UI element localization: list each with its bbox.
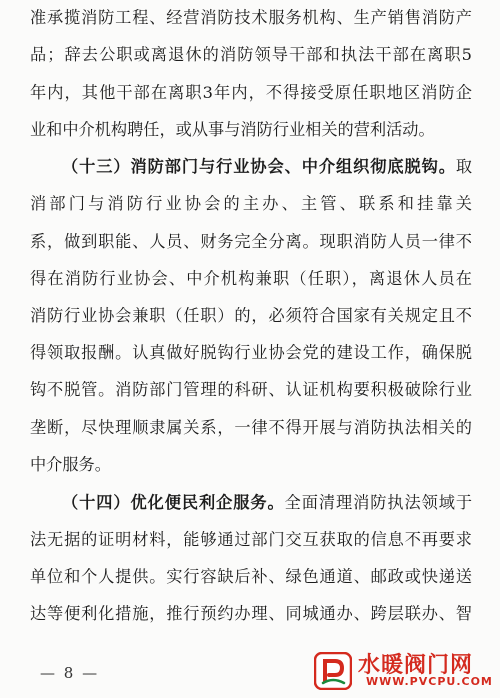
text-line: 得领取报酬。认真做好脱钩行业协会党的建设工作，确保脱 <box>30 343 472 362</box>
paragraph-13-heading: （十三）消防部门与行业协会、中介组织彻底脱钩。 <box>62 157 456 176</box>
paragraph-14-lead: 全面清理消防执法领域于 <box>284 493 472 512</box>
text-line: 中介服务。 <box>30 455 111 474</box>
text-line: 单位和个人提供。实行容缺后补、绿色通道、邮政或快递送 <box>30 567 472 586</box>
text-line: 消部门与消防行业协会的主办、主管、联系和挂靠关 <box>30 194 472 213</box>
paragraph-13-lead: 取 <box>455 157 472 176</box>
text-line: 准承揽消防工程、经营消防技术服务机构、生产销售消防产 <box>30 8 472 27</box>
text-line: 品；辞去公职或离退休的消防领导干部和执法干部在离职5 <box>30 45 472 64</box>
text-line: 消防行业协会兼职（任职）的，必须符合国家有关规定且不 <box>30 306 472 325</box>
paragraph-14-first-line <box>62 493 472 515</box>
text-line: 垄断，尽快理顺隶属关系，一律不得开展与消防执法相关的 <box>30 418 472 437</box>
watermark-url: WWW.PVCPU.COM <box>366 675 493 688</box>
page-number: — 8 — <box>40 664 100 682</box>
site-watermark <box>314 648 492 692</box>
text-line: 达等便利化措施，推行预约办理、同城通办、跨层联办、智 <box>30 604 472 623</box>
text-line: 系，做到职能、人员、财务完全分离。现职消防人员一律不 <box>30 232 472 251</box>
text-line: 年内，其他干部在离职3年内，不得接受原任职地区消防企 <box>30 83 472 102</box>
paragraph-13-first-line <box>62 157 472 179</box>
pvcpu-logo-icon <box>314 652 352 690</box>
text-line: 业和中介机构聘任，或从事与消防行业相关的营利活动。 <box>30 120 435 139</box>
text-line: 钩不脱管。消防部门管理的科研、认证机构要积极破除行业 <box>30 380 472 399</box>
paragraph-14-heading: （十四）优化便民利企服务。 <box>62 493 285 512</box>
watermark-title: 水暖阀门网 <box>358 653 474 678</box>
text-line: 得在消防行业协会、中介机构兼职（任职），离退休人员在 <box>30 269 472 288</box>
text-line: 法无据的证明材料，能够通过部门交互获取的信息不再要求 <box>30 530 472 549</box>
